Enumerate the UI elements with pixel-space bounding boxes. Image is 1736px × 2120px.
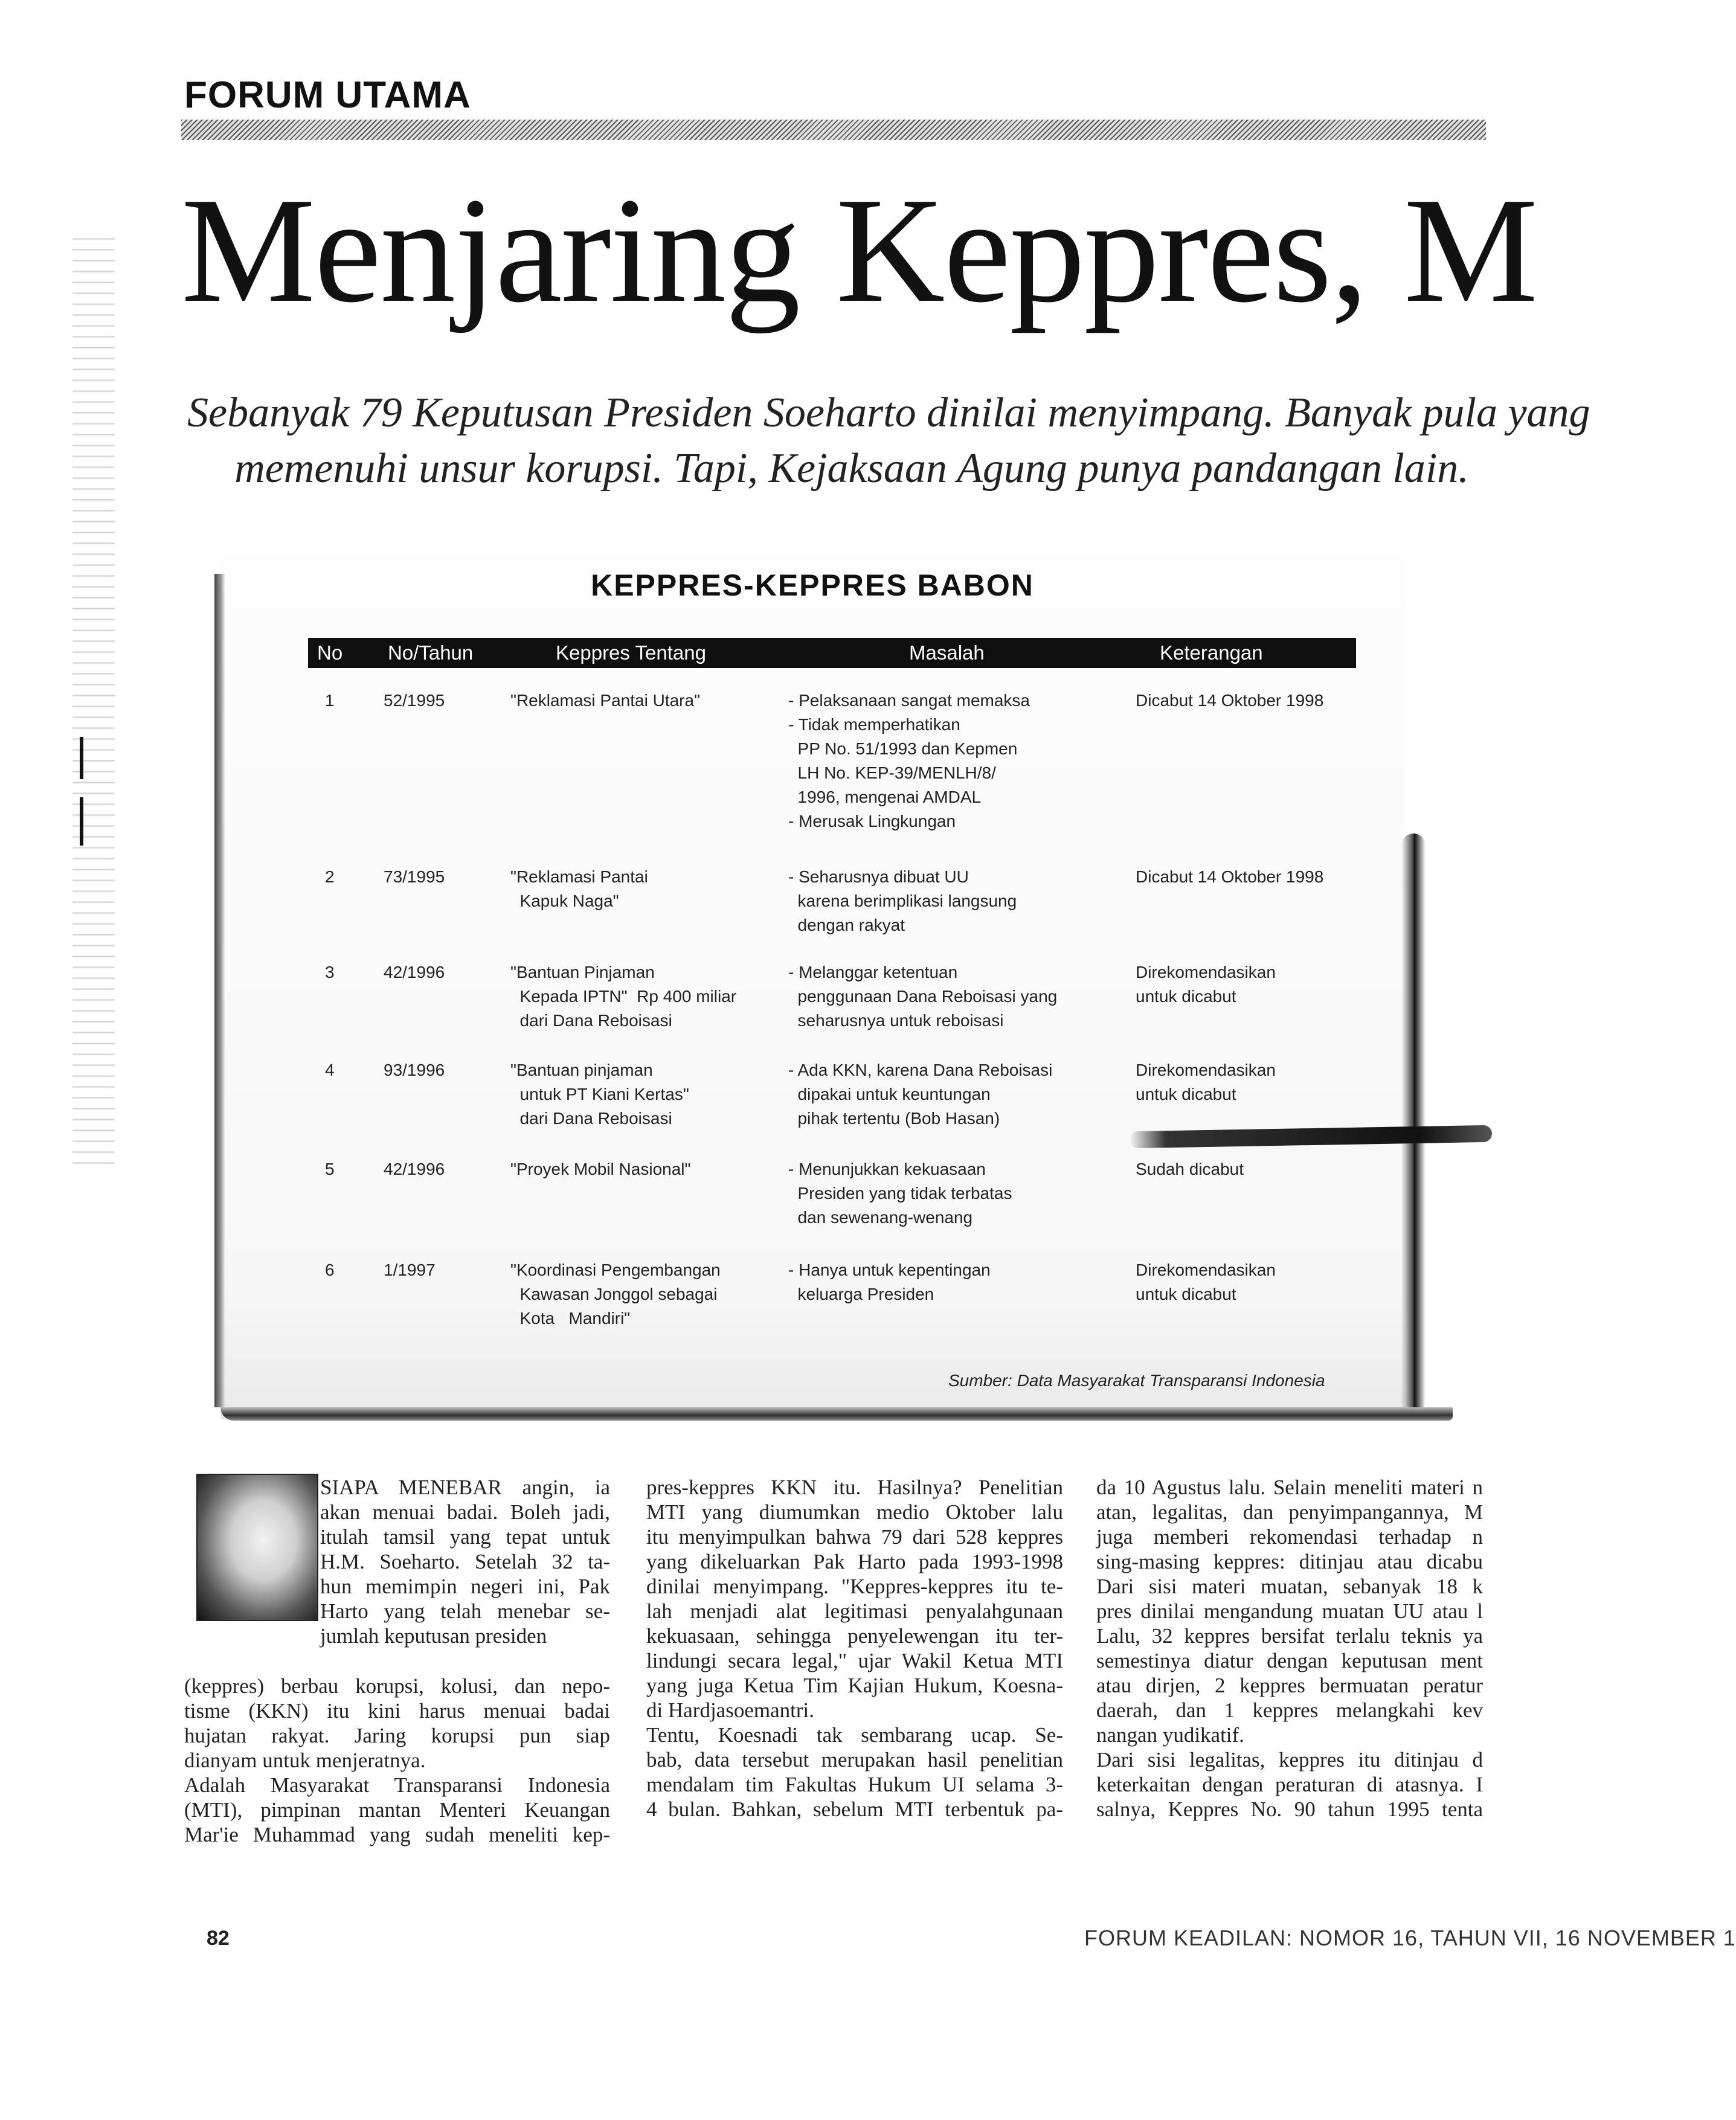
article-line: itu menyimpulkan bahwa 79 dari 528 keppres — [646, 1525, 1063, 1549]
row-masalah — [788, 960, 1127, 1033]
cell-line: seharusnya untuk reboisasi — [788, 1011, 1004, 1030]
cell-line: LH No. KEP-39/MENLH/8/ — [788, 763, 996, 782]
article-line: jumlah keputusan presiden — [320, 1624, 547, 1648]
row-no — [325, 1058, 335, 1082]
cell-line: - Seharusnya dibuat UU — [788, 867, 969, 886]
cell-line: 4 — [325, 1061, 335, 1079]
cell-line: "Proyek Mobil Nasional" — [510, 1160, 691, 1178]
header-masalah: Masalah — [909, 641, 985, 664]
article-line: Lalu, 32 keppres bersifat terlalu teknis ya — [1096, 1624, 1483, 1648]
cell-line: - Hanya untuk kepentingan — [788, 1261, 991, 1279]
cell-line: dan sewenang-wenang — [788, 1208, 973, 1227]
cell-line: untuk dicabut — [1136, 1285, 1236, 1303]
cell-line: - Pelaksanaan sangat memaksa — [788, 691, 1030, 710]
article-line: bab, data tersebut merupakan hasil penelitian — [646, 1748, 1063, 1771]
cell-line: 5 — [325, 1160, 335, 1178]
row-tahun — [384, 960, 445, 985]
cell-line: 1/1997 — [384, 1261, 436, 1279]
article-line: (MTI), pimpinan mantan Menteri Keuangan — [184, 1798, 610, 1822]
cell-line: Presiden yang tidak terbatas — [788, 1184, 1012, 1203]
cell-line: Direkomendasikan — [1136, 1261, 1276, 1279]
cell-line: 93/1996 — [384, 1061, 445, 1079]
article-line: (keppres) berbau korupsi, kolusi, dan nepo- — [184, 1674, 610, 1698]
article-line: atau dirjen, 2 keppres bermuatan peratur — [1096, 1674, 1483, 1697]
cell-line: 3 — [325, 963, 335, 981]
panel-edge — [214, 574, 225, 1407]
cell-line: - Tidak memperhatikan — [788, 715, 960, 734]
article-line: da 10 Agustus lalu. Selain meneliti materi n — [1096, 1476, 1483, 1499]
cell-line: Kepada IPTN" Rp 400 miliar — [510, 987, 737, 1006]
cell-line: - Ada KKN, karena Dana Reboisasi — [788, 1061, 1053, 1079]
row-no — [325, 1258, 335, 1282]
article-line: pres dinilai mengandung muatan UU atau l — [1096, 1599, 1483, 1623]
cell-line: "Bantuan pinjaman — [510, 1061, 653, 1079]
cell-line: Dicabut 14 Oktober 1998 — [1136, 867, 1324, 886]
cell-line: dipakai untuk keuntungan — [788, 1085, 991, 1103]
cell-line: Kawasan Jonggol sebagai — [510, 1285, 718, 1303]
article-line: mendalam tim Fakultas Hukum UI selama 3- — [646, 1773, 1063, 1796]
table-header — [308, 638, 1356, 668]
article-line: dinilai menyimpang. "Keppres-keppres itu te- — [646, 1575, 1063, 1598]
cell-line: 52/1995 — [384, 691, 445, 710]
row-tentang — [510, 865, 776, 913]
article-line: semestinya diatur dengan keputusan ment — [1096, 1649, 1483, 1672]
cell-line: - Menunjukkan kekuasaan — [788, 1160, 986, 1178]
cell-line: 73/1995 — [384, 867, 445, 886]
row-masalah — [788, 689, 1127, 834]
cell-line: dari Dana Reboisasi — [510, 1109, 672, 1128]
article-line: atan, legalitas, dan penyimpangannya, M — [1096, 1500, 1483, 1524]
header-keterangan: Keterangan — [1160, 641, 1263, 664]
body-column-2 — [646, 1475, 1063, 1822]
table-title: KEPPRES-KEPPRES BABON — [591, 568, 1034, 602]
article-line: Tentu, Koesnadi tak sembarang ucap. Se- — [646, 1723, 1063, 1747]
article-line: Adalah Masyarakat Transparansi Indonesia — [184, 1773, 610, 1797]
article-line: dianyam untuk menjeratnya. — [184, 1749, 426, 1772]
deck — [187, 385, 1590, 496]
cell-line: untuk dicabut — [1136, 1085, 1236, 1103]
cell-line: 1 — [325, 691, 335, 710]
article-line: H.M. Soeharto. Setelah 32 ta- — [320, 1550, 610, 1573]
body-column-1-bottom — [184, 1674, 610, 1847]
cell-line: PP No. 51/1993 dan Kepmen — [788, 739, 1018, 758]
deck-line: Sebanyak 79 Keputusan Presiden Soeharto dinilai menyimpang. Banyak pula yang — [187, 390, 1590, 436]
cell-line: 42/1996 — [384, 1160, 445, 1178]
scan-artifact — [80, 737, 83, 779]
row-tahun — [384, 1258, 436, 1282]
article-line: yang juga Ketua Tim Kajian Hukum, Koesna- — [646, 1674, 1063, 1697]
cell-line: pihak tertentu (Bob Hasan) — [788, 1109, 1000, 1128]
cell-line: dengan rakyat — [788, 916, 905, 934]
cell-line: "Koordinasi Pengembangan — [510, 1261, 721, 1279]
cell-line: "Bantuan Pinjaman — [510, 963, 655, 981]
cell-line: karena berimplikasi langsung — [788, 891, 1017, 910]
row-no — [325, 865, 335, 889]
cell-line: Kota Mandiri" — [510, 1309, 631, 1328]
article-line: itulah tamsil yang tepat untuk — [320, 1525, 610, 1549]
cell-line: 6 — [325, 1261, 335, 1279]
article-line: lindungi secara legal," ujar Wakil Ketua MTI — [646, 1649, 1063, 1672]
row-tahun — [384, 1157, 445, 1181]
row-masalah — [788, 1258, 1127, 1306]
cell-line: - Melanggar ketentuan — [788, 963, 958, 981]
row-tentang — [510, 960, 776, 1033]
panel-edge — [220, 1407, 1453, 1421]
article-line: yang dikeluarkan Pak Harto pada 1993-1998 — [646, 1550, 1063, 1573]
cell-line: 42/1996 — [384, 963, 445, 981]
row-masalah — [788, 1157, 1127, 1230]
article-line: Dari sisi legalitas, keppres itu ditinjau d — [1096, 1748, 1483, 1771]
row-tahun — [384, 689, 445, 713]
row-no — [325, 1157, 335, 1181]
row-masalah — [788, 1058, 1127, 1131]
article-line: kekuasaan, sehingga penyelewengan itu ter- — [646, 1624, 1063, 1648]
article-line: pres-keppres KKN itu. Hasilnya? Penelitian — [646, 1476, 1063, 1499]
cell-line: dari Dana Reboisasi — [510, 1011, 672, 1030]
article-line: 4 bulan. Bahkan, sebelum MTI terbentuk pa- — [646, 1797, 1063, 1821]
article-line: akan menuai badai. Boleh jadi, — [320, 1500, 610, 1524]
row-tahun — [384, 865, 445, 889]
article-line: tisme (KKN) itu kini harus menuai badai — [184, 1699, 610, 1723]
row-tentang — [510, 1258, 776, 1331]
cell-line: Kapuk Naga" — [510, 891, 619, 910]
section-label: FORUM UTAMA — [184, 74, 471, 116]
cell-line: untuk dicabut — [1136, 987, 1236, 1006]
article-line: salnya, Keppres No. 90 tahun 1995 tenta — [1096, 1797, 1483, 1821]
article-line: Mar'ie Muhammad yang sudah meneliti kep- — [184, 1823, 610, 1846]
article-photo — [196, 1474, 318, 1621]
row-keterangan — [1136, 1258, 1353, 1306]
row-tentang — [510, 1058, 776, 1131]
body-column-1-top — [320, 1475, 610, 1648]
cell-line: Direkomendasikan — [1136, 963, 1276, 981]
header-no: No — [317, 641, 343, 664]
cell-line: Dicabut 14 Oktober 1998 — [1136, 691, 1324, 710]
article-line: keterkaitan dengan peraturan di atasnya. I — [1096, 1773, 1483, 1796]
cell-line: Sudah dicabut — [1136, 1160, 1244, 1178]
row-no — [325, 960, 335, 985]
cell-line: - Merusak Lingkungan — [788, 812, 956, 830]
article-line: hun memimpin negeri ini, Pak — [320, 1575, 610, 1598]
article-line: lah menjadi alat legitimasi penyalahgunaan — [646, 1599, 1063, 1623]
publication-info: FORUM KEADILAN: NOMOR 16, TAHUN VII, 16 NOVEMBER 1 — [1084, 1926, 1736, 1950]
article-line: juga memberi rekomendasi terhadap n — [1096, 1525, 1483, 1549]
article-line: nangan yudikatif. — [1096, 1723, 1244, 1747]
row-keterangan — [1136, 689, 1353, 713]
article-line: Harto yang telah menebar se- — [320, 1599, 610, 1623]
row-tentang — [510, 689, 776, 713]
cell-line: penggunaan Dana Reboisasi yang — [788, 987, 1058, 1006]
header-tentang: Keppres Tentang — [556, 641, 706, 664]
article-line: di Hardjasoemantri. — [646, 1698, 814, 1722]
deck-line: memenuhi unsur korupsi. Tapi, Kejaksaan Agung punya pandangan lain. — [234, 445, 1469, 492]
row-keterangan — [1136, 960, 1353, 1009]
scan-artifact — [72, 230, 115, 1172]
cell-line: keluarga Presiden — [788, 1285, 934, 1303]
cell-line: Direkomendasikan — [1136, 1061, 1276, 1079]
header-tahun: No/Tahun — [388, 641, 474, 664]
row-tahun — [384, 1058, 445, 1082]
cell-line: "Reklamasi Pantai Utara" — [510, 691, 701, 710]
page-number: 82 — [207, 1927, 230, 1950]
row-keterangan — [1136, 1157, 1353, 1181]
article-line: Dari sisi materi muatan, sebanyak 18 k — [1096, 1575, 1483, 1598]
article-line: daerah, dan 1 keppres melangkahi kev — [1096, 1698, 1483, 1722]
article-line: MTI yang diumumkan medio Oktober lalu — [646, 1500, 1063, 1524]
row-keterangan — [1136, 865, 1353, 889]
cell-line: untuk PT Kiani Kertas" — [510, 1085, 689, 1103]
scan-artifact — [80, 797, 83, 846]
cell-line: "Reklamasi Pantai — [510, 867, 648, 886]
article-line: hujatan rakyat. Jaring korupsi pun siap — [184, 1724, 610, 1747]
body-column-3 — [1096, 1475, 1483, 1822]
cell-line: 2 — [325, 867, 335, 886]
headline: Menjaring Keppres, M — [181, 167, 1537, 334]
panel-edge — [1401, 834, 1426, 1413]
article-line: sing-masing keppres: ditinjau atau dicabu — [1096, 1550, 1483, 1573]
row-masalah — [788, 865, 1127, 937]
row-keterangan — [1136, 1058, 1353, 1107]
section-rule — [181, 120, 1486, 140]
table-source: Sumber: Data Masyarakat Transparansi Indonesia — [948, 1371, 1325, 1390]
article-line: SIAPA MENEBAR angin, ia — [320, 1476, 610, 1499]
row-no — [325, 689, 335, 713]
cell-line: 1996, mengenai AMDAL — [788, 788, 982, 806]
row-tentang — [510, 1157, 776, 1181]
